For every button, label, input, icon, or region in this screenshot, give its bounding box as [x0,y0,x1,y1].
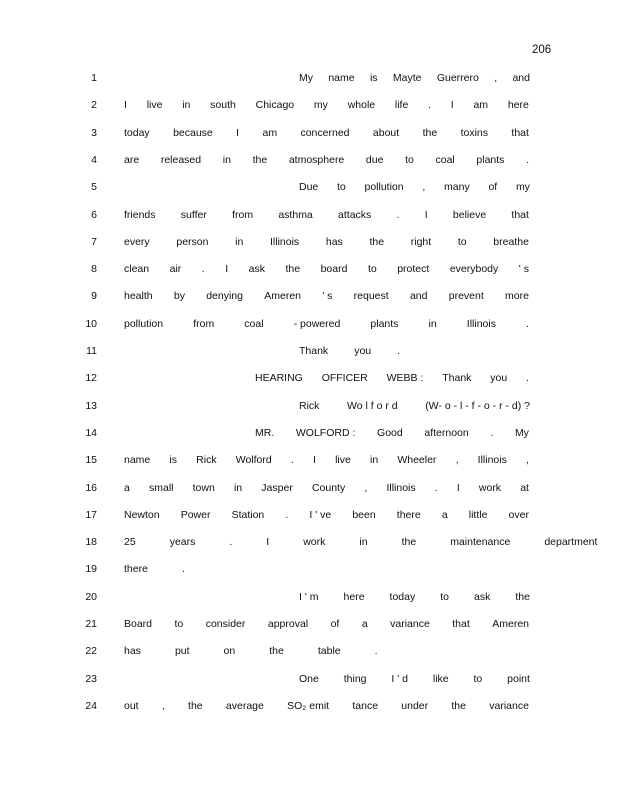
line-text [299,591,530,603]
word: department [544,536,598,549]
word: name [328,72,355,84]
word: suffer [180,208,207,221]
word: I [225,263,229,276]
transcript-line [0,700,618,716]
word: clean [124,263,150,276]
word: the [285,263,301,276]
word: One [299,672,319,685]
line-number: 17 [85,508,97,521]
line-text [124,318,529,330]
line-number: 9 [91,290,97,303]
line-text [299,673,530,685]
word: . [181,563,185,576]
word: SO₂ emit [287,699,330,712]
word: from [232,208,254,221]
word: plants [476,153,505,166]
word: ask [473,590,491,603]
word: OFFICER [321,372,368,385]
transcript-line [0,563,618,579]
word: you [490,372,508,385]
line-number: 10 [85,317,97,330]
line-text [299,345,426,357]
word: variance [489,699,529,712]
transcript-line [0,127,618,143]
word: Station [231,508,265,521]
word: I [456,481,460,494]
word: County [311,481,346,494]
word: tance [352,699,379,712]
word: My [514,426,529,439]
word: concerned [300,126,350,139]
word: point [507,672,530,685]
transcript-line [0,591,618,607]
line-text [124,482,529,494]
word: here [343,590,365,603]
word: Newton [124,508,160,521]
word: I ' m [299,590,319,603]
word: . [285,508,289,521]
line-text [124,454,529,466]
word: am [262,126,278,139]
word: to [440,590,449,603]
word: air [169,263,182,276]
line-text [124,263,529,275]
word: , [494,72,498,84]
line-number: 21 [85,618,97,630]
word: . [201,263,205,276]
word: Wolford [235,454,272,467]
line-text [124,99,529,111]
line-text [124,509,529,521]
word: pollution [364,181,404,194]
word: asthma [278,208,313,221]
word: Illinois [466,317,496,330]
word: protect [397,263,430,276]
word: board [320,263,348,276]
transcript-line [0,673,618,689]
word: the [188,699,203,712]
word: life [394,99,409,112]
word: town [192,481,215,494]
word: every [124,235,150,248]
word: Ameren [264,290,301,303]
word: like [432,672,449,685]
transcript-line [0,372,618,388]
word: the [451,699,466,712]
word: (W- o - l - f - o - r - d) ? [425,399,530,412]
word: whole [347,99,376,112]
word: live [335,454,351,467]
word: Power [180,508,211,521]
word: Ameren [492,618,529,630]
word: approval [267,618,309,630]
word: believe [452,208,487,221]
line-number: 1 [91,72,97,84]
word: Good [377,426,403,439]
word: by [173,290,185,303]
word: that [511,208,529,221]
word: out [124,699,139,712]
word: a [441,508,448,521]
line-number: 4 [91,153,97,166]
word: more [505,290,529,303]
word: maintenance [450,536,511,549]
line-text [124,645,412,657]
word: are [124,153,140,166]
line-number: 20 [85,590,97,603]
word: is [169,454,178,467]
word: many [444,181,470,194]
word: at [520,481,529,494]
word: I ' d [391,672,408,685]
word: name [124,454,151,467]
word: years [169,536,196,549]
line-number: 23 [85,672,97,685]
word: Wo l f o r d [347,399,398,412]
word: coal [244,317,264,330]
transcript-line [0,154,618,170]
word: there [396,508,421,521]
word: a [124,481,130,494]
word: about [372,126,400,139]
word: . [526,317,529,330]
word: in [235,235,244,248]
transcript-line [0,181,618,197]
word: that [452,618,470,630]
transcript-line [0,482,618,498]
word: in [428,317,437,330]
transcript-line [0,290,618,306]
word: I [266,536,270,549]
line-number: 6 [91,208,97,221]
word: under [401,699,429,712]
line-number: 5 [91,181,97,194]
word: put [174,645,190,658]
word: to [473,672,483,685]
word: the [252,153,268,166]
transcript-line [0,72,618,88]
line-text [124,236,529,248]
word: Illinois [270,235,300,248]
word: released [160,153,202,166]
word: to [337,181,346,194]
line-number: 14 [85,426,97,439]
word: to [174,618,184,630]
word: you [354,345,372,357]
word: that [511,126,529,139]
word: Jasper [261,481,293,494]
line-number: 8 [91,263,97,276]
line-text [124,209,529,221]
word: is [369,72,378,84]
line-number: 22 [85,645,97,658]
word: I [236,126,240,139]
word: plants [370,317,399,330]
word: request [353,290,389,303]
word: Chicago [255,99,295,112]
word: , [422,181,426,194]
transcript-line [0,536,618,552]
word: Illinois [477,454,507,467]
word: pollution [124,317,164,330]
word: the [369,235,385,248]
word: attacks [338,208,372,221]
word: afternoon [424,426,469,439]
transcript-line [0,427,618,443]
word: . [526,153,529,166]
word: ask [248,263,265,276]
word: - powered [293,317,341,330]
word: Thank [299,345,329,357]
word: I [124,99,127,112]
word: live [146,99,163,112]
word: right [410,235,432,248]
word: everybody [449,263,499,276]
word: . [434,481,438,494]
word: I ' ve [309,508,332,521]
word: because [173,126,213,139]
word: the [269,645,284,658]
word: , [526,454,529,467]
line-text [124,127,529,139]
line-text [124,154,529,166]
line-number: 24 [85,699,97,712]
word: breathe [493,235,529,248]
transcript-line [0,509,618,525]
word: my [515,181,530,194]
word: . [290,454,294,467]
word: friends [124,208,156,221]
transcript-line [0,318,618,334]
transcript-line [0,209,618,225]
word: on [223,645,236,658]
word: . [397,345,401,357]
word: in [222,153,231,166]
line-text [124,536,618,548]
word: little [468,508,488,521]
word: 25 [124,536,136,549]
line-text [255,372,529,384]
word: toxins [460,126,489,139]
word: prevent [448,290,484,303]
word: . [396,208,400,221]
word: HEARING [255,372,303,385]
word: here [507,99,529,112]
line-number: 13 [85,399,97,412]
word: has [325,235,343,248]
transcript-line [0,400,618,416]
word: . [526,372,529,385]
word: MR. [255,426,275,439]
word: the [401,536,417,549]
word: , [455,454,459,467]
word: work [303,536,326,549]
line-number: 18 [85,536,97,549]
word: table [317,645,341,658]
word: the [422,126,438,139]
word: small [148,481,174,494]
line-number: 7 [91,235,97,248]
word: Mayte [392,72,422,84]
word: Board [124,618,153,630]
word: I [424,208,428,221]
word: to [367,263,377,276]
word: health [124,290,153,303]
line-number: 15 [85,454,97,467]
line-number: 16 [85,481,97,494]
transcript-line [0,618,618,634]
word: there [124,563,148,576]
transcript-line [0,263,618,279]
word: has [124,645,141,658]
line-text [255,427,529,439]
word: in [182,99,191,112]
word: thing [343,672,367,685]
word: of [488,181,498,194]
line-text [124,290,529,302]
word: today [124,126,150,139]
word: atmosphere [288,153,345,166]
word: variance [390,618,430,630]
line-text [124,618,529,630]
word: in [369,454,379,467]
line-number: 12 [85,372,97,385]
line-text [299,72,530,84]
word: in [233,481,243,494]
word: my [313,99,328,112]
word: My [299,72,313,84]
word: denying [206,290,243,303]
line-number: 3 [91,126,97,139]
word: to [405,153,414,166]
word: today [389,590,416,603]
word: I [312,454,316,467]
line-text [124,700,529,712]
word: person [176,235,209,248]
word: WEBB : [386,372,424,385]
word: south [210,99,236,112]
line-number: 2 [91,99,97,112]
word: of [330,618,340,630]
word: . [374,645,378,658]
word: and [512,72,530,84]
line-number: 11 [86,345,97,357]
word: Rick [299,399,320,412]
word: ' s [322,290,333,303]
word: and [409,290,428,303]
transcript-line [0,99,618,115]
word: to [457,235,467,248]
word: in [359,536,368,549]
word: , [364,481,368,494]
word: WOLFORD : [295,426,356,439]
word: a [361,618,368,630]
word: Guerrero [436,72,479,84]
word: Rick [196,454,217,467]
word: , [161,699,165,712]
line-text [299,181,530,193]
word: from [193,317,215,330]
word: . [490,426,494,439]
transcript-line [0,454,618,470]
page-number: 206 [532,44,552,56]
word: am [473,99,489,112]
transcript-line [0,645,618,661]
line-text [299,400,530,412]
word: coal [435,153,455,166]
word: the [515,590,530,603]
transcript-line [0,345,618,361]
word: Thank [442,372,472,385]
word: average [225,699,264,712]
line-text [124,563,219,575]
transcript-line [0,236,618,252]
word: I [450,99,454,112]
word: been [352,508,376,521]
word: work [478,481,502,494]
word: Wheeler [397,454,437,467]
word: consider [205,618,246,630]
line-number: 19 [85,563,97,576]
word: . [229,536,233,549]
word: Due [299,181,319,194]
word: due [365,153,384,166]
word: ' s [518,263,529,276]
word: over [508,508,529,521]
word: . [428,99,432,112]
word: Illinois [386,481,416,494]
